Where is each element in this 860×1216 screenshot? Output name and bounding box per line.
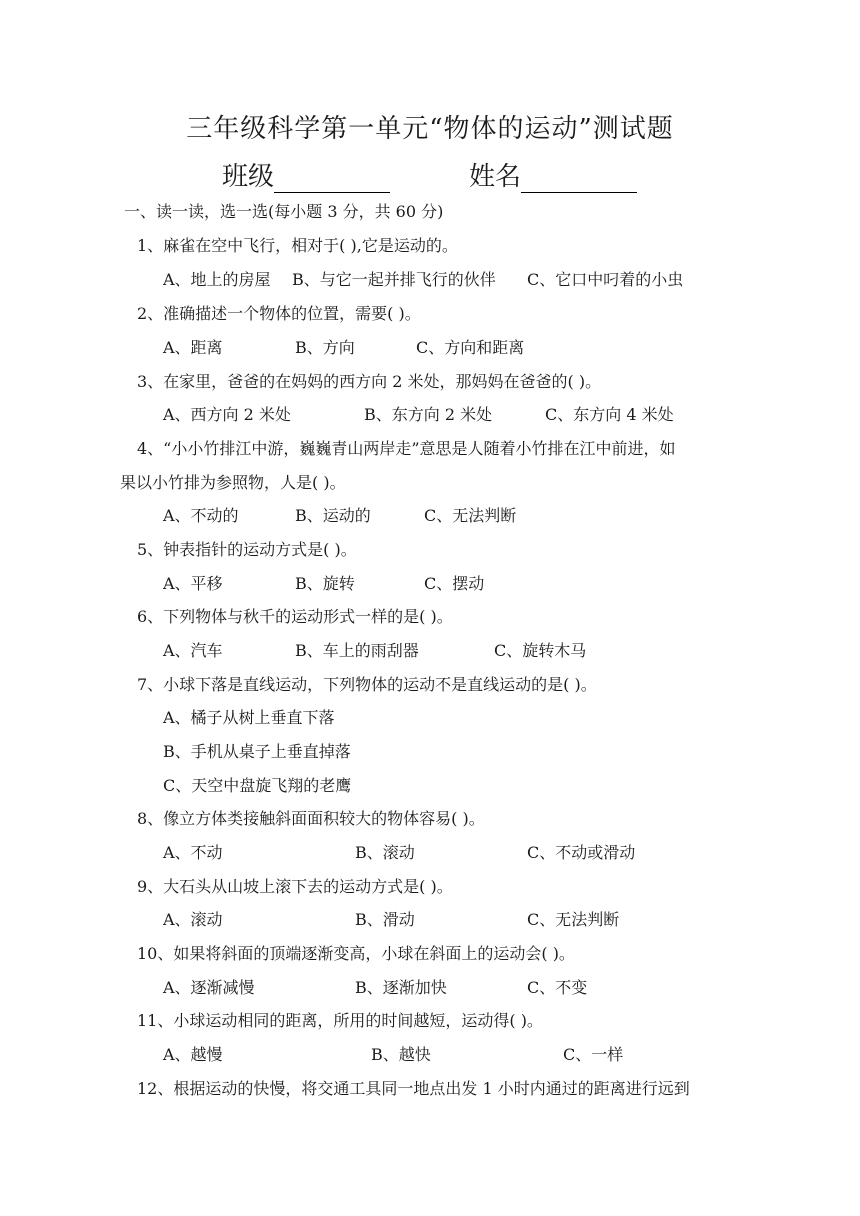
option-c[interactable]: C、方向和距离 [416, 338, 525, 357]
question-stem: 7、小球下落是直线运动，下列物体的运动不是直线运动的是( )。 [137, 675, 597, 694]
question-stem: 3、在家里，爸爸的在妈妈的西方向 2 米处，那妈妈在爸爸的( )。 [137, 372, 602, 391]
option-a[interactable]: A、西方向 2 米处 [163, 405, 291, 424]
option-a[interactable]: A、橘子从树上垂直下落 [163, 708, 335, 727]
class-label: 班级 [222, 162, 275, 192]
name-label: 姓名 [469, 162, 522, 192]
section-heading: 一、读一读，选一选(每小题 3 分，共 60 分) [124, 202, 444, 221]
option-a[interactable]: A、地上的房屋 [163, 270, 271, 289]
class-field [222, 156, 390, 193]
class-blank[interactable] [274, 164, 390, 193]
question-stem: 1、麻雀在空中飞行，相对于( ),它是运动的。 [137, 236, 458, 255]
question-stem: 12、根据运动的快慢，将交通工具同一地点出发 1 小时内通过的距离进行远到 [137, 1079, 690, 1098]
question-stem: 11、小球运动相同的距离，所用的时间越短，运动得( )。 [137, 1011, 543, 1030]
option-c[interactable]: C、无法判断 [424, 506, 517, 525]
option-c[interactable]: C、不动或滑动 [527, 843, 636, 862]
option-b[interactable]: B、手机从桌子上垂直掉落 [163, 742, 351, 761]
option-b[interactable]: B、运动的 [295, 506, 371, 525]
option-c[interactable]: C、无法判断 [527, 910, 620, 929]
option-c[interactable]: C、它口中叼着的小虫 [527, 270, 684, 289]
name-field [469, 156, 637, 193]
option-c[interactable]: C、天空中盘旋飞翔的老鹰 [163, 776, 352, 795]
option-c[interactable]: C、东方向 4 米处 [545, 405, 674, 424]
option-b[interactable]: B、旋转 [295, 574, 355, 593]
option-b[interactable]: B、滑动 [355, 910, 415, 929]
option-b[interactable]: B、东方向 2 米处 [364, 405, 493, 424]
question-stem: 2、准确描述一个物体的位置，需要( )。 [137, 304, 421, 323]
question-stem: 4、“小小竹排江中游，巍巍青山两岸走”意思是人随着小竹排在江中前进，如 [137, 439, 676, 458]
question-stem: 6、下列物体与秋千的运动形式一样的是( )。 [137, 607, 453, 626]
question-stem: 10、如果将斜面的顶端逐渐变高，小球在斜面上的运动会( )。 [137, 944, 575, 963]
option-a[interactable]: A、不动的 [163, 506, 239, 525]
option-c[interactable]: C、一样 [563, 1045, 624, 1064]
option-b[interactable]: B、车上的雨刮器 [295, 641, 419, 660]
question-stem: 5、钟表指针的运动方式是( )。 [137, 540, 357, 559]
option-a[interactable]: A、逐渐减慢 [163, 978, 255, 997]
name-blank[interactable] [521, 164, 637, 193]
page-title: 三年级科学第一单元“物体的运动”测试题 [186, 114, 674, 144]
option-b[interactable]: B、越快 [371, 1045, 431, 1064]
option-a[interactable]: A、滚动 [163, 910, 223, 929]
option-a[interactable]: A、平移 [163, 574, 223, 593]
option-a[interactable]: A、不动 [163, 843, 223, 862]
question-stem: 9、大石头从山坡上滚下去的运动方式是( )。 [137, 877, 453, 896]
option-a[interactable]: A、越慢 [163, 1045, 223, 1064]
option-b[interactable]: B、滚动 [355, 843, 415, 862]
question-stem-continued: 果以小竹排为参照物，人是( )。 [120, 473, 346, 492]
option-b[interactable]: B、方向 [295, 338, 355, 357]
option-b[interactable]: B、逐渐加快 [355, 978, 447, 997]
option-a[interactable]: A、距离 [163, 338, 223, 357]
option-c[interactable]: C、不变 [527, 978, 588, 997]
option-c[interactable]: C、旋转木马 [494, 641, 587, 660]
option-b[interactable]: B、与它一起并排飞行的伙伴 [292, 270, 496, 289]
option-a[interactable]: A、汽车 [163, 641, 223, 660]
option-c[interactable]: C、摆动 [424, 574, 485, 593]
question-stem: 8、像立方体类接触斜面面积较大的物体容易( )。 [137, 809, 485, 828]
